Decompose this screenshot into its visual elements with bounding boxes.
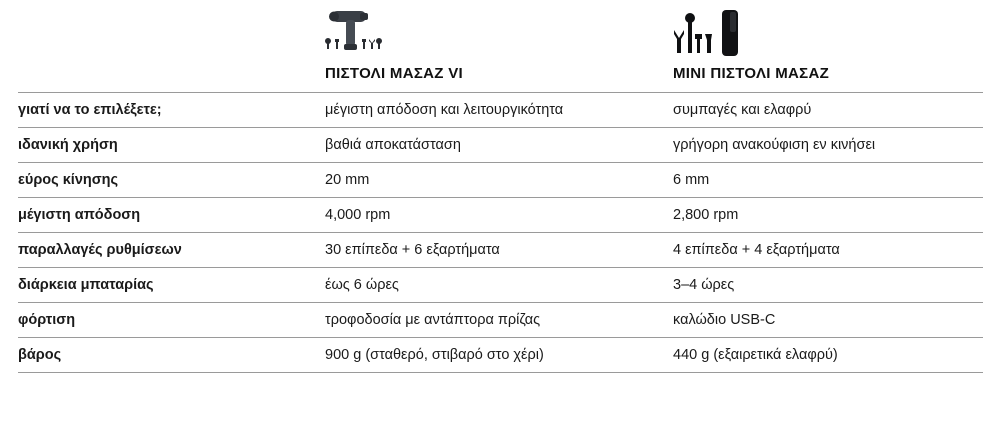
mini-massage-gun-with-attachments-icon bbox=[672, 8, 744, 60]
table-row bbox=[18, 128, 983, 163]
row-value-mini-massage-gun: 3–4 ώρες bbox=[673, 277, 735, 293]
row-value-mini-massage-gun: 440 g (εξαιρετικά ελαφρύ) bbox=[673, 347, 838, 363]
row-value-massage-gun: τροφοδοσία με αντάπτορα πρίζας bbox=[325, 312, 541, 328]
row-value-massage-gun: 4,000 rpm bbox=[325, 207, 391, 223]
product-title-mini-massage-gun: MINI ΠΙΣΤΟΛΙ ΜΑΣΑΖ bbox=[673, 65, 830, 82]
row-label: γιατί να το επιλέξετε; bbox=[18, 102, 162, 118]
row-value-massage-gun: έως 6 ώρες bbox=[325, 277, 399, 293]
row-value-mini-massage-gun: 4 επίπεδα + 4 εξαρτήματα bbox=[673, 242, 840, 258]
table-row bbox=[18, 93, 983, 128]
comparison-table bbox=[18, 92, 983, 373]
table-row bbox=[18, 268, 983, 303]
table-row bbox=[18, 198, 983, 233]
row-value-mini-massage-gun: 6 mm bbox=[673, 172, 710, 188]
row-value-mini-massage-gun: συμπαγές και ελαφρύ bbox=[673, 102, 812, 118]
table-row bbox=[18, 163, 983, 198]
row-value-mini-massage-gun: 2,800 rpm bbox=[673, 207, 739, 223]
row-label: παραλλαγές ρυθμίσεων bbox=[18, 242, 182, 258]
row-value-massage-gun: 30 επίπεδα + 6 εξαρτήματα bbox=[325, 242, 500, 258]
massage-gun-with-attachments-icon bbox=[322, 8, 384, 56]
row-value-massage-gun: βαθιά αποκατάσταση bbox=[325, 137, 461, 153]
row-label: ιδανική χρήση bbox=[18, 137, 118, 153]
row-value-massage-gun: 900 g (σταθερό, στιβαρό στο χέρι) bbox=[325, 347, 544, 363]
table-row bbox=[18, 338, 983, 373]
row-value-massage-gun: 20 mm bbox=[325, 172, 370, 188]
row-label: διάρκεια μπαταρίας bbox=[18, 277, 154, 293]
row-value-mini-massage-gun: καλώδιο USB-C bbox=[673, 312, 776, 328]
product-title-massage-gun: ΠΙΣΤΟΛΙ ΜΑΣΑΖ VI bbox=[325, 65, 463, 82]
row-label: μέγιστη απόδοση bbox=[18, 207, 141, 223]
table-row bbox=[18, 303, 983, 338]
row-value-massage-gun: μέγιστη απόδοση και λειτουργικότητα bbox=[325, 102, 564, 118]
row-label: φόρτιση bbox=[18, 312, 76, 328]
table-row bbox=[18, 233, 983, 268]
row-label: εύρος κίνησης bbox=[18, 172, 119, 188]
row-label: βάρος bbox=[18, 347, 62, 363]
row-value-mini-massage-gun: γρήγορη ανακούφιση εν κινήσει bbox=[673, 137, 876, 153]
